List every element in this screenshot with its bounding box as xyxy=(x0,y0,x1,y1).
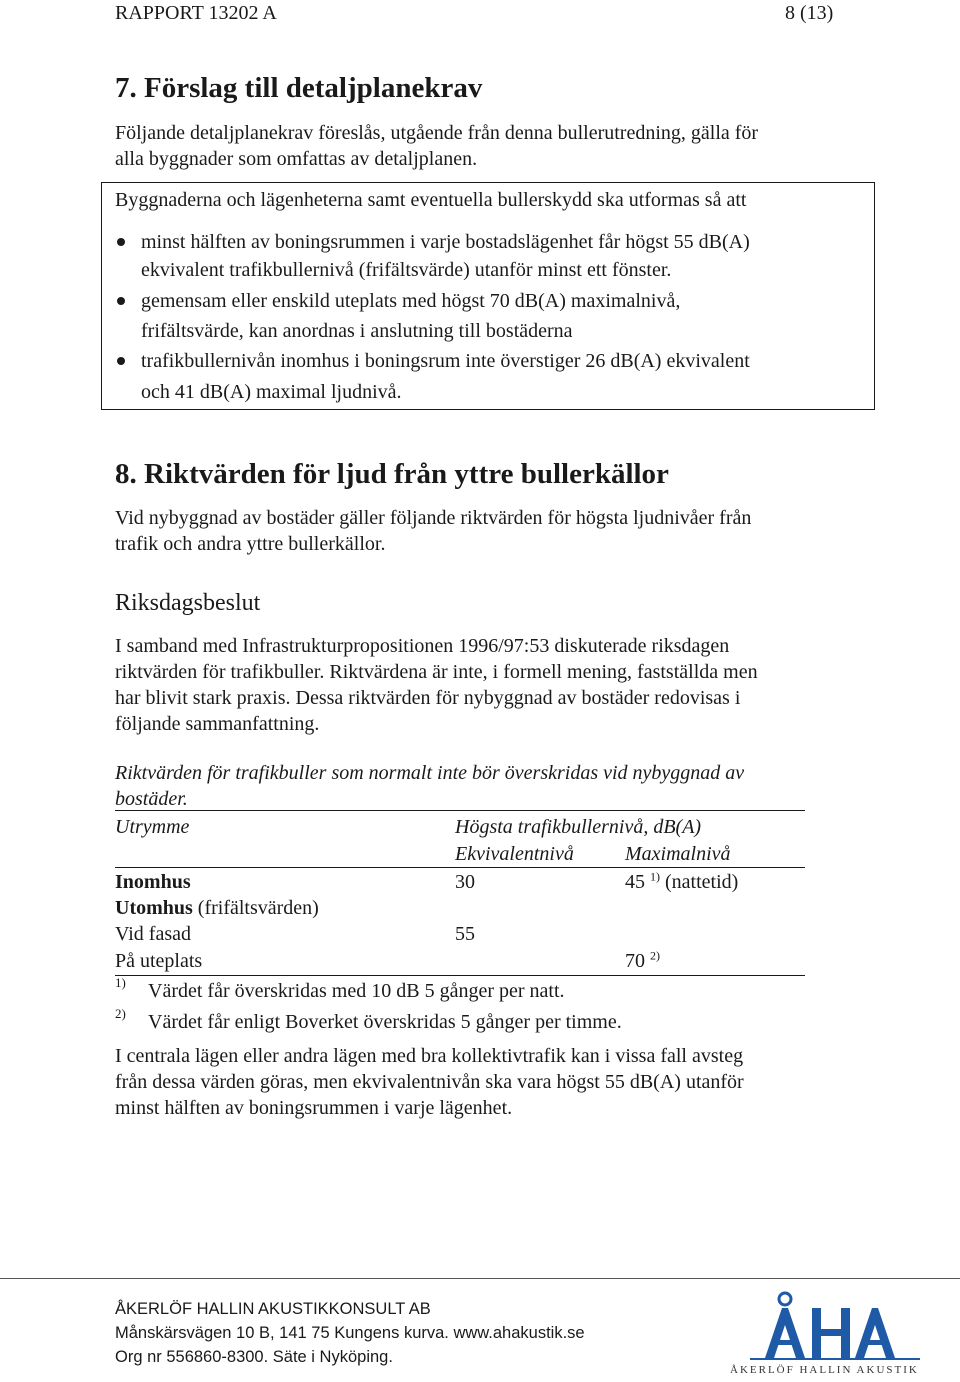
row-max xyxy=(625,950,660,973)
aha-logo-icon xyxy=(730,1290,930,1362)
bullet-icon xyxy=(117,357,125,365)
company-logo xyxy=(730,1290,930,1380)
closing-line: minst hälften av boningsrummen i varje lägenhet. xyxy=(115,1097,513,1119)
requirement-line: trafikbullernivån inomhus i boningsrum inte överstiger 26 dB(A) ekvivalent xyxy=(141,350,750,372)
footer-org: Org nr 556860-8300. Säte i Nyköping. xyxy=(115,1348,393,1366)
col-header-max: Maximalnivå xyxy=(625,843,731,865)
col-header-group: Högsta trafikbullernivå, dB(A) xyxy=(455,816,702,838)
section-8-intro-line2: trafik och andra yttre bullerkällor. xyxy=(115,533,386,555)
section-7-title: 7. Förslag till detaljplanekrav xyxy=(115,72,483,104)
riksdagsbeslut-heading: Riksdagsbeslut xyxy=(115,590,261,616)
table-top-rule xyxy=(115,810,805,811)
col-header-eq: Ekvivalentnivå xyxy=(455,843,574,865)
table-caption-line1: Riktvärden för trafikbuller som normalt inte bör överskridas vid nybyggnad av xyxy=(115,762,745,784)
logo-caption: ÅKERLÖF HALLIN AKUSTIK xyxy=(730,1364,919,1376)
table-bottom-rule xyxy=(115,975,805,976)
footer-company: ÅKERLÖF HALLIN AKUSTIKKONSULT AB xyxy=(115,1300,431,1318)
report-number: RAPPORT 13202 A xyxy=(115,2,277,24)
row-max-value: 70 xyxy=(625,950,645,972)
row-max-footnote: 2) xyxy=(650,948,660,963)
paragraph-line: riktvärden för trafikbuller. Riktvärdena är inte, i formell mening, fastställda men xyxy=(115,661,758,683)
closing-line: I centrala lägen eller andra lägen med bra kollektivtrafik kan i vissa fall avsteg xyxy=(115,1045,744,1067)
row-max-value: 45 xyxy=(625,871,645,893)
section-8-title: 8. Riktvärden för ljud från yttre bullerkällor xyxy=(115,458,669,490)
section-7-intro-line1: Följande detaljplanekrav föreslås, utgående från denna bullerutredning, gälla för xyxy=(115,122,759,144)
requirement-line: och 41 dB(A) maximal ljudnivå. xyxy=(141,381,402,403)
footnote-text: Värdet får överskridas med 10 dB 5 gånger per natt. xyxy=(148,980,565,1002)
table-header-rule xyxy=(115,867,805,868)
requirement-line: ekvivalent trafikbullernivå (frifältsvärde) utanför minst ett fönster. xyxy=(141,259,672,281)
requirements-lead: Byggnaderna och lägenheterna samt eventuella bullerskydd ska utformas så att xyxy=(115,189,747,211)
paragraph-line: har blivit stark praxis. Dessa riktvärden för nybyggnad av bostäder redovisas i xyxy=(115,687,741,709)
row-label-main: Utomhus xyxy=(115,897,193,919)
footnote-mark: 1) xyxy=(115,975,126,990)
table-caption-line2: bostäder. xyxy=(115,788,188,810)
page-number: 8 (13) xyxy=(785,2,834,24)
requirement-line: gemensam eller enskild uteplats med högst 70 dB(A) maximalnivå, xyxy=(141,290,681,312)
paragraph-line: följande sammanfattning. xyxy=(115,713,320,735)
section-8-intro-line1: Vid nybyggnad av bostäder gäller följande riktvärden för högsta ljudnivåer från xyxy=(115,507,752,529)
row-label xyxy=(115,897,319,920)
bullet-icon xyxy=(117,238,125,246)
row-max-footnote: 1) xyxy=(650,869,660,884)
footer-address: Månskärsvägen 10 B, 141 75 Kungens kurva. www.ahakustik.se xyxy=(115,1324,585,1342)
row-label: Inomhus xyxy=(115,871,191,893)
section-7-intro-line2: alla byggnader som omfattas av detaljplanen. xyxy=(115,148,478,170)
row-eq: 55 xyxy=(455,923,475,945)
footer-rule xyxy=(0,1278,960,1279)
row-max-note: (nattetid) xyxy=(665,871,739,893)
row-eq: 30 xyxy=(455,871,475,893)
closing-line: från dessa värden göras, men ekvivalentnivån ska vara högst 55 dB(A) utanför xyxy=(115,1071,744,1093)
row-label: På uteplats xyxy=(115,950,203,972)
row-max xyxy=(625,871,738,894)
paragraph-line: I samband med Infrastrukturpropositionen 1996/97:53 diskuterade riksdagen xyxy=(115,635,730,657)
footnote-mark: 2) xyxy=(115,1006,126,1021)
bullet-icon xyxy=(117,297,125,305)
col-header-space: Utrymme xyxy=(115,816,190,838)
row-label-extra: (frifältsvärden) xyxy=(197,897,319,919)
requirement-line: frifältsvärde, kan anordnas i anslutning till bostäderna xyxy=(141,320,573,342)
footnote-text: Värdet får enligt Boverket överskridas 5 gånger per timme. xyxy=(148,1011,622,1033)
row-label: Vid fasad xyxy=(115,923,191,945)
requirement-line: minst hälften av boningsrummen i varje bostadslägenhet får högst 55 dB(A) xyxy=(141,231,750,253)
